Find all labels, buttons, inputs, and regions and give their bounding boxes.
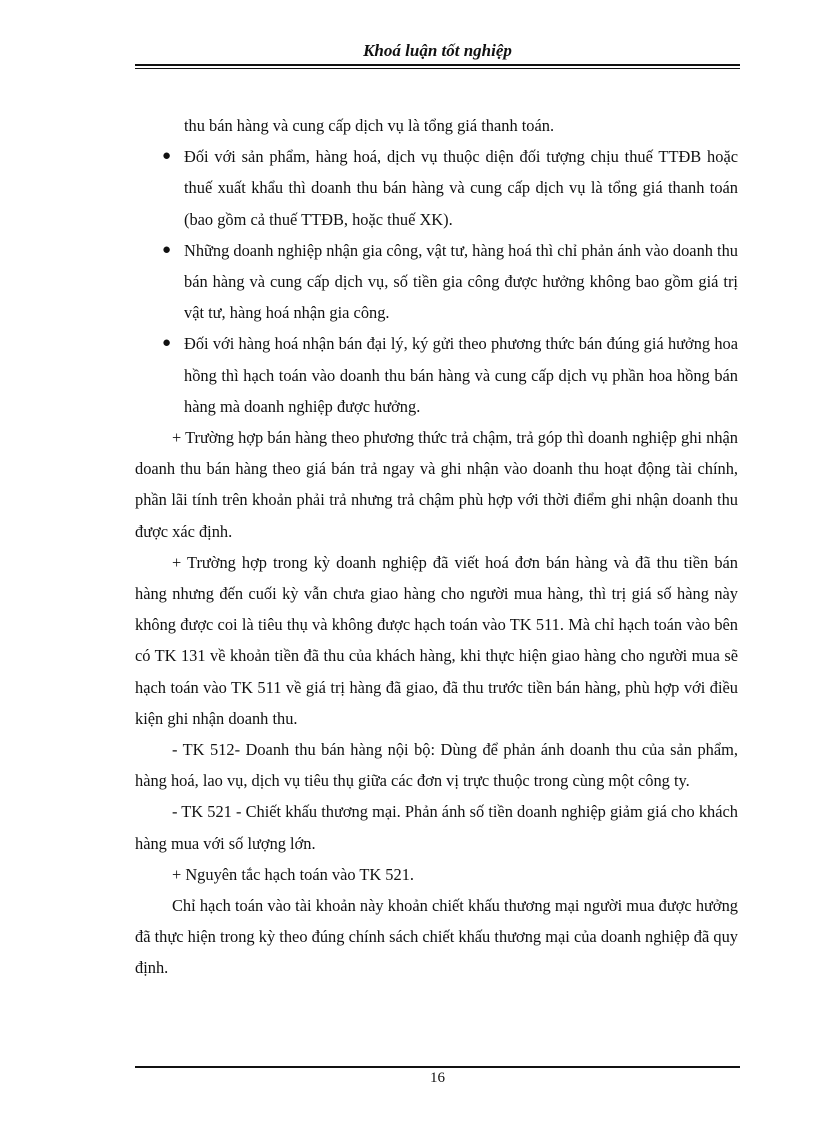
page-header-title: Khoá luận tốt nghiệp bbox=[363, 41, 512, 60]
bullet-text: Những doanh nghiệp nhận gia công, vật tư, hàng hoá thì chỉ phản ánh vào doanh thu bán hàng và cung cấp dịch vụ, số tiền gia công được hưởng không bao gồm giá trị vật tư, hàng hoá nhận gia công. bbox=[184, 240, 738, 323]
bullet-item bbox=[135, 328, 738, 422]
header-rule-thin bbox=[135, 68, 740, 69]
page-number: 16 bbox=[430, 1070, 445, 1086]
header-rule-thick bbox=[135, 64, 740, 66]
bullet-icon: ● bbox=[162, 241, 172, 258]
document-body bbox=[135, 110, 738, 984]
footer-rule bbox=[135, 1066, 740, 1068]
paragraph-deferred-payment: + Trường hợp bán hàng theo phương thức trả chậm, trả góp thì doanh nghiệp ghi nhận doanh thu bán hàng theo giá bán trả ngay và ghi nhận vào doanh thu hoạt động tài chính, phần lãi tính trên khoản phải trả nhưng trả chậm phù hợp với thời điểm ghi nhận doanh thu được xác định. bbox=[135, 428, 738, 541]
continuation-line: thu bán hàng và cung cấp dịch vụ là tổng giá thanh toán. bbox=[184, 116, 555, 135]
paragraph-tk-512: - TK 512- Doanh thu bán hàng nội bộ: Dùng để phản ánh doanh thu của sản phẩm, hàng hoá, lao vụ, dịch vụ tiêu thụ giữa các đơn vị trực thuộc trong cùng một công ty. bbox=[135, 740, 738, 791]
bullet-icon: ● bbox=[162, 335, 172, 352]
bullet-text: Đối với sản phẩm, hàng hoá, dịch vụ thuộc diện đối tượng chịu thuế TTĐB hoặc thuế xuất khẩu thì doanh thu bán hàng và cung cấp dịch vụ là tổng giá thanh toán (bao gồm cả thuế TTĐB, hoặc thuế XK). bbox=[184, 147, 738, 229]
paragraph-tk-521: - TK 521 - Chiết khấu thương mại. Phản ánh số tiền doanh nghiệp giảm giá cho khách hàng mua với số lượng lớn. bbox=[135, 802, 738, 853]
bullet-item bbox=[135, 235, 738, 329]
paragraph-tk-521-principle: + Nguyên tắc hạch toán vào TK 521. bbox=[172, 864, 414, 884]
paragraph-tk-521-detail: Chỉ hạch toán vào tài khoản này khoản chiết khấu thương mại người mua được hưởng đã thực hiện trong kỳ theo đúng chính sách chiết khấu thương mại của doanh nghiệp đã quy định. bbox=[135, 896, 738, 978]
paragraph-invoiced-not-delivered: + Trường hợp trong kỳ doanh nghiệp đã viết hoá đơn bán hàng và đã thu tiền bán hàng nhưng đến cuối kỳ vẫn chưa giao hàng cho người mua hàng, thì trị giá số hàng này không được coi là tiêu thụ và không được hạch toán vào TK 511. Mà chỉ hạch toán vào bên có TK 131 về khoản tiền đã thu của khách hàng, khi thực hiện giao hàng cho người mua sẽ hạch toán vào TK 511 về giá trị hàng đã giao, đã thu trước tiền bán hàng, phù hợp với điều kiện ghi nhận doanh thu. bbox=[135, 552, 738, 728]
bullet-item bbox=[135, 141, 738, 235]
bullet-text: Đối với hàng hoá nhận bán đại lý, ký gửi theo phương thức bán đúng giá hưởng hoa hồng thì hạch toán vào doanh thu bán hàng và cung cấp dịch vụ phần hoa hồng bán hàng mà doanh nghiệp được hưởng. bbox=[184, 334, 738, 416]
bullet-icon: ● bbox=[162, 148, 172, 165]
